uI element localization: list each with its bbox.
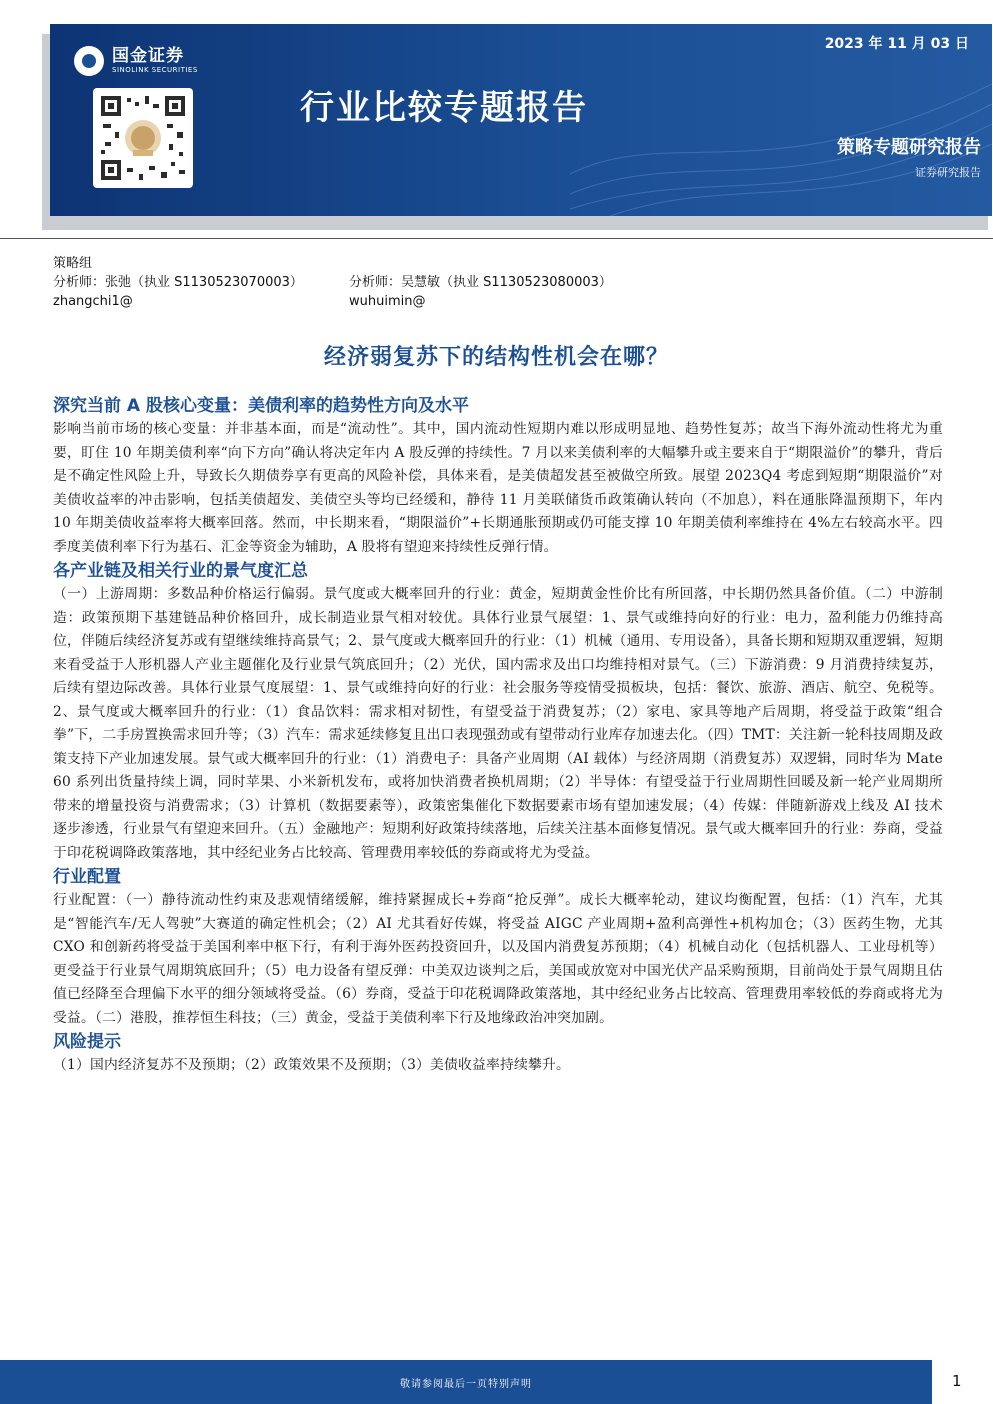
section-heading: 各产业链及相关行业的景气度汇总 bbox=[53, 561, 308, 581]
report-body bbox=[53, 394, 943, 1078]
team-name: 策略组 bbox=[53, 256, 93, 271]
header-divider bbox=[0, 238, 993, 239]
analyst-2-email[interactable]: wuhuimin@ bbox=[349, 294, 426, 309]
section-industry-prosperity bbox=[53, 559, 943, 865]
section-paragraph: （一）上游周期：多数品种价格运行偏弱。景气度或大概率回升的行业：黄金，短期黄金性价比有所回落，中长期仍然具备价值。（二）中游制造：政策预期下基建链品种价格回升，成长制造业景气相对较优。具体行业景气展望：1、景气或维持向好的行业：电力，盈利能力仍维持高位，伴随后续经济复苏或有望继续维持高景气；2、景气度或大概率回升的行业：（1）机械（通用、专用设备），具备长期和短期双重逻辑，短期来看受益于人形机器人产业主题催化及行业景气筑底回升；（2）光伏，国内需求及出口均维持相对景气。（三）下游消费：9 月消费持续复苏，后续有望边际改善。具体行业景气度展望：1、景气或维持向好的行业：社会服务等疫情受损板块，包括：餐饮、旅游、酒店、航空、免税等。2、景气度或大概率回升的行业：（1）食品饮料：需求相对韧性，有望受益于消费复苏；（2）家电、家具等地产后周期，将受益于政策“组合拳”下，二手房置换需求回升等；（3）汽车：需求延续修复且出口表现强劲或有望带动行业库存加速去化。（四）TMT：关注新一轮科技周期及政策支持下产业加速发展。景气或大概率回升的行业：（1）消费电子：具备产业周期（AI 载体）与经济周期（消费复苏）双逻辑，同时华为 Mate 60 系列出货量持续上调，同时苹果、小米新机发布，或将加快消费者换机周期；（2）半导体：有望受益于行业周期性回暖及新一轮产业周期所带来的增量投资与消费需求；（3）计算机（数据要素等），政策密集催化下数据要素市场有望加速发展；（4）传媒：伴随新游戏上线及 AI 技术逐步渗透，行业景气有望迎来回升。（五）金融地产：短期利好政策持续落地，后续关注基本面修复情况。景气或大概率回升的行业：券商，受益于印花税调降政策落地，其中经纪业务占比较高、管理费用率较低的券商或将尤为受益。 bbox=[53, 586, 943, 861]
logo-name-en: SINOLINK SECURITIES bbox=[112, 66, 198, 74]
logo-icon bbox=[74, 46, 104, 76]
section-paragraph: 影响当前市场的核心变量：并非基本面，而是“流动性”。其中，国内流动性短期内难以形成明显地、趋势性复苏；故当下海外流动性将尤为重要，盯住 10 年期美债利率“向下方向”确认将决定年内 A 股反弹的持续性。7 月以来美债利率的大幅攀升或主要来自于“期限溢价”的攀升，背后是不确定性风险上升，导致长久期债券享有更高的风险补偿，具体来看，是美债超发甚至被做空所致。展望 2023Q4 考虑到短期“期限溢价”对美债收益率的冲击影响，包括美债超发、美债空头等均已经缓和，静待 11 月美联储货币政策确认转向（不加息），料在通胀降温预期下，年内 10 年期美债收益率将大概率回落。然而，中长期来看，“期限溢价”+长期通胀预期或仍可能支撑 10 年期美债利率维持在 4%左右较高水平。四季度美债利率下行为基石、汇金等资金为辅助，A 股将有望迎来持续性反弹行情。 bbox=[53, 421, 943, 555]
section-core-variable bbox=[53, 394, 943, 559]
footer-disclaimer: 敬请参阅最后一页特别声明 bbox=[400, 1378, 532, 1390]
analyst-1: 分析师：张弛（执业 S1130523070003） bbox=[53, 275, 303, 290]
qr-code-icon bbox=[97, 92, 189, 184]
company-logo bbox=[74, 46, 198, 76]
section-heading: 行业配置 bbox=[53, 867, 121, 887]
logo-name-cn: 国金证券 bbox=[112, 46, 184, 66]
section-risk-warning bbox=[53, 1030, 943, 1078]
section-heading: 深究当前 A 股核心变量：美债利率的趋势性方向及水平 bbox=[53, 396, 469, 416]
section-paragraph: 行业配置：（一）静待流动性约束及悲观情绪缓解，维持紧握成长+券商“抢反弹”。成长大概率轮动，建议均衡配置，包括：（1）汽车，尤其是“智能汽车/无人驾驶”大赛道的确定性机会；（2）AI 尤其看好传媒，将受益 AIGC 产业周期+盈利高弹性+机构加仓；（3）医药生物，尤其 CXO 和创新药将受益于美国利率中枢下行，有利于海外医药投资回升，以及国内消费复苏预期；（4）机械自动化（包括机器人、工业母机等）更受益于行业景气周期筑底回升；（5）电力设备有望反弹：中美双边谈判之后，美国或放宽对中国光伏产品采购预期，目前尚处于景气周期且估值已经降至合理偏下水平的细分领域将受益。（6）券商，受益于印花税调降政策落地，其中经纪业务占比较高、管理费用率较低的券商或将尤为受益。（二）港股，推荐恒生科技；（三）黄金，受益于美债利率下行及地缘政治冲突加剧。 bbox=[53, 892, 943, 1026]
report-category: 策略专题研究报告 bbox=[837, 137, 981, 158]
report-label: 证券研究报告 bbox=[915, 166, 981, 179]
analyst-2: 分析师：吴慧敏（执业 S1130523080003） bbox=[349, 275, 612, 290]
report-headline: 经济弱复苏下的结构性机会在哪？ bbox=[323, 345, 669, 370]
section-heading: 风险提示 bbox=[53, 1032, 121, 1052]
author-block bbox=[53, 254, 612, 311]
qr-code bbox=[93, 88, 193, 188]
analyst-1-email[interactable]: zhangchi1@ bbox=[53, 294, 133, 309]
page-number: 1 bbox=[952, 1372, 962, 1390]
report-type-title: 行业比较专题报告 bbox=[300, 88, 588, 128]
section-industry-allocation bbox=[53, 865, 943, 1030]
footer-bar bbox=[0, 1360, 932, 1404]
section-paragraph: （1）国内经济复苏不及预期；（2）政策效果不及预期；（3）美债收益率持续攀升。 bbox=[53, 1057, 571, 1073]
report-date: 2023 年 11 月 03 日 bbox=[824, 36, 969, 52]
